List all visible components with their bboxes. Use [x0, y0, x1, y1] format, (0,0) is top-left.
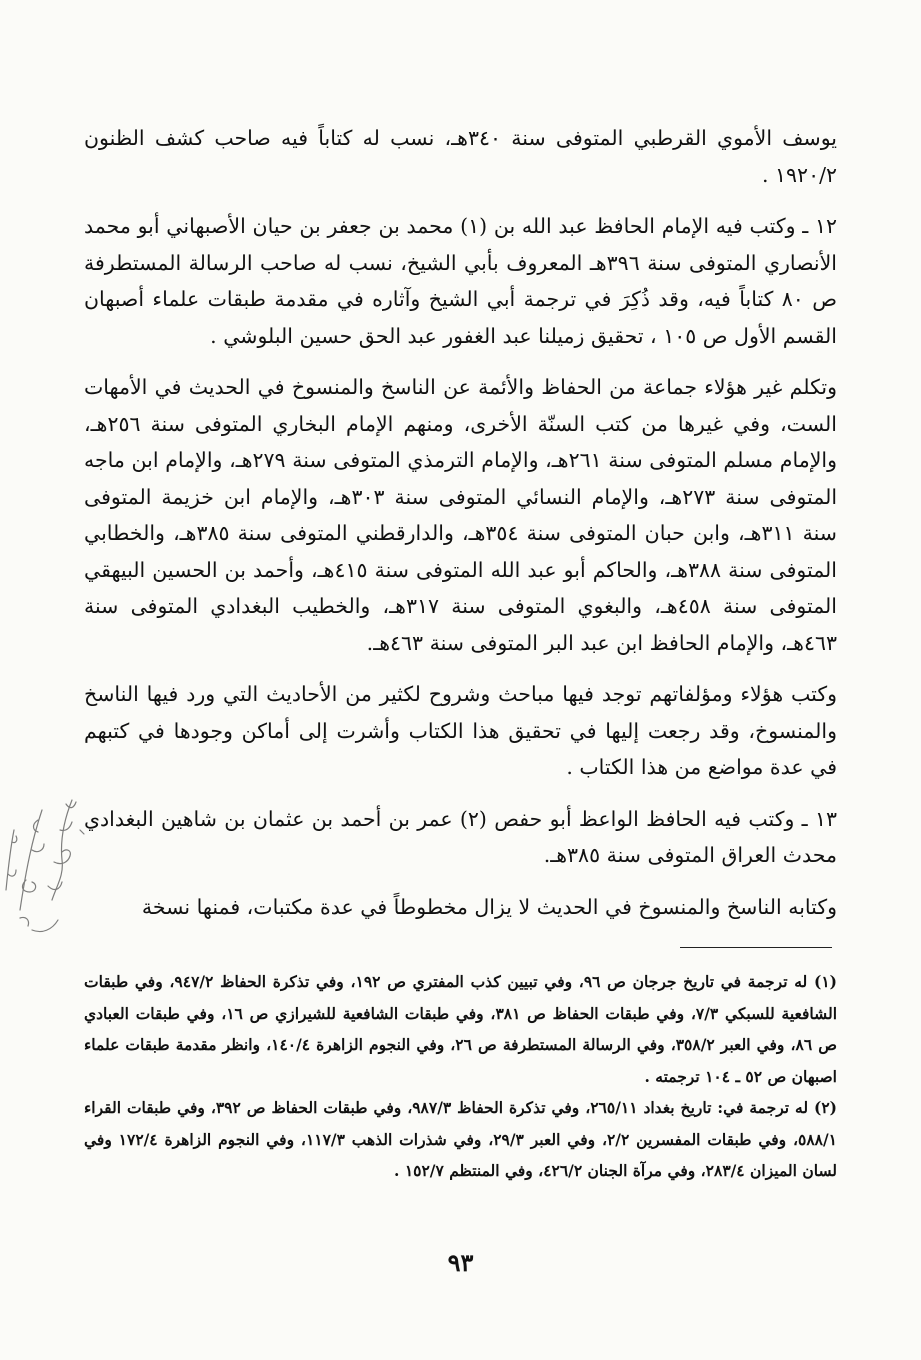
footnote-2: (٢) له ترجمة في: تاريخ بغداد ٢٦٥/١١، وفي تذكرة الحفاظ ٩٨٧/٣، وفي طبقات الحفاظ ص ٣٩٢، وفي طبقات القراء ٥٨٨/١، وفي طبقات المفسرين ٢/٢، وفي العبر ٢٩/٣، وفي شذرات الذهب ١١٧/٣، وفي النجوم الزاهرة ١٧٢/٤ وفي لسان الميزان ٢٨٣/٤، وفي مرآة الجنان ٤٢٦/٢، وفي المنتظم ١٥٢/٧ . — [84, 1098, 837, 1180]
footnote-1: (١) له ترجمة في تاريخ جرجان ص ٩٦، وفي تبيين كذب المفتري ص ١٩٢، وفي تذكرة الحفاظ ٩٤٧/٢، وفي طبقات الشافعية للسبكي ٧/٣، وفي طبقات الحفاظ ص ٣٨١، وفي طبقات الشافعية للشيرازي ص ١٦، وفي طبقات العبادي ص ٨٦، وفي العبر ٣٥٨/٢، وفي الرسالة المستطرفة ص ٢٦، وفي النجوم الزاهرة ١٤٠/٤، وانظر مقدمة طبقات علماء اصبهان ص ٥٢ ـ ١٠٤ ترجمته . — [84, 972, 837, 1086]
paragraph-manuscript: وكتابه الناسخ والمنسوخ في الحديث لا يزال مخطوطاً في عدة مكتبات، فمنها نسخة — [141, 894, 837, 919]
page-number: ٩٣ — [447, 1248, 474, 1277]
paragraph-entry-12: ١٢ ـ وكتب فيه الإمام الحافظ عبد الله بن (١) محمد بن جعفر بن حيان الأصبهاني أبو محمد الأنصاري المتوفى سنة ٣٩٦هـ المعروف بأبي الشيخ، نسب له صاحب الرسالة المستطرفة ص ٨٠ كتاباً فيه، وقد ذُكِرَ في ترجمة أبي الشيخ وآثاره في مقدمة طبقات علماء أصبهان القسم الأول ص ١٠٥ ، تحقيق زميلنا عبد الغفور عبد الحق حسين البلوشي . — [84, 214, 838, 348]
paragraph-their-books: وكتب هؤلاء ومؤلفاتهم توجد فيها مباحث وشروح لكثير من الأحاديث التي ورد فيها الناسخ والمنسوخ، وقد رجعت إليها في تحقيق هذا الكتاب وأشرت إلى أماكن وجودها في كتبهم في عدة مواضع من هذا الكتاب . — [84, 682, 837, 779]
paragraph-continuation: يوسف الأموي القرطبي المتوفى سنة ٣٤٠هـ، نسب له كتاباً فيه صاحب كشف الظنون ١٩٢٠/٢ . — [84, 126, 837, 187]
main-text — [84, 120, 837, 925]
paragraph-other-scholars: وتكلم غير هؤلاء جماعة من الحفاظ والأئمة عن الناسخ والمنسوخ في الحديث في الأمهات الست، وفي غيرها من كتب السنّة الأخرى، ومنهم الإمام البخاري المتوفى سنة ٢٥٦هـ، والإمام مسلم المتوفى سنة ٢٦١هـ، والإمام الترمذي المتوفى سنة ٢٧٩هـ، والإمام ابن ماجه المتوفى سنة ٢٧٣هـ، والإمام النسائي المتوفى سنة ٣٠٣هـ، والإمام ابن خزيمة المتوفى سنة ٣١١هـ، وابن حبان المتوفى سنة ٣٥٤هـ، والدارقطني المتوفى سنة ٣٨٥هـ، والخطابي المتوفى سنة ٣٨٨هـ، والحاكم أبو عبد الله المتوفى سنة ٤١٥هـ، وأحمد بن الحسين البيهقي المتوفى سنة ٤٥٨هـ، والبغوي المتوفى سنة ٣١٧هـ، والخطيب البغدادي المتوفى سنة ٤٦٣هـ، والإمام الحافظ ابن عبد البر المتوفى سنة ٤٦٣هـ. — [84, 375, 838, 655]
paragraph-entry-13: ١٣ ـ وكتب فيه الحافظ الواعظ أبو حفص (٢) عمر بن أحمد بن عثمان بن شاهين البغدادي محدث العراق المتوفى سنة ٣٨٥هـ. — [84, 806, 837, 867]
footnote-divider — [680, 947, 832, 948]
handwritten-margin-note — [2, 790, 97, 950]
footnotes — [84, 966, 837, 1187]
